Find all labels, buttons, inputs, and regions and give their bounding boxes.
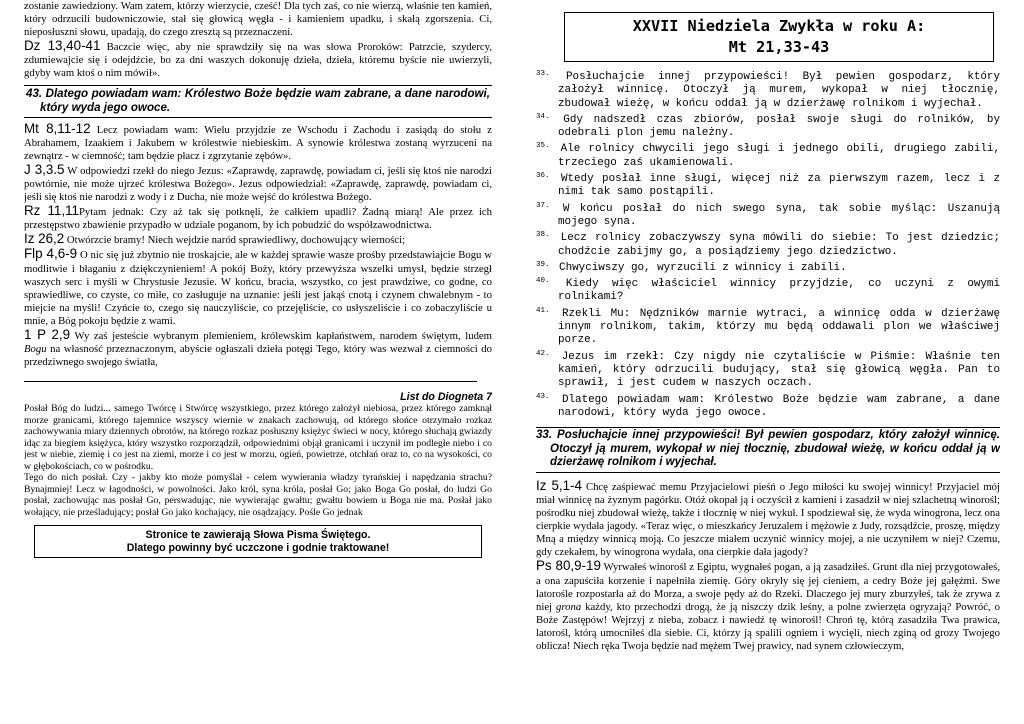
ps-text-a: Wyrwałeś winorośl z Egiptu, wygnałeś pogan, a ją zasadziłeś. Grunt dla niej przygotowałeś, a ona zapuściła korzenie i napełniła ziemię. Góry okryły się jej cieniem, a cedry Boże jej gałęźmi. Swe latorośle rozpostarła aż do Morza, a swoje pędy aż do Rzeki. Dlaczego jej mury zburzyłeś, tak że zrywa z niej <box>536 561 1000 613</box>
gospel-verse <box>536 391 1000 421</box>
list-title: List do Diogneta 7 <box>400 391 492 404</box>
list-text-2: Tego do nich posłał. Czy - jakby kto może pomyślał - celem wywierania władzy tyrańskiej i napędzania strachu? Bynajmniej! Lecz w łagodności, w powolności. Jako król, syna króla, posłał Go; jako Boga Go posłał, do ludzi Go posłał, zachowując nas posłał Go, perswadując, nie wywierając gwałtu; gwałtu bowiem u Boga nie ma. Posłał jako wołający, nie prześladujący; posłał Go jako kochający, nie osądzający. Pośle Go jednak <box>24 472 492 518</box>
verse-number: 36. <box>536 172 550 181</box>
highlight-verse-number: 43. <box>26 86 43 100</box>
j-text: W odpowiedzi rzekł do niego Jezus: «Zaprawdę, zaprawdę, powiadam ci, jeśli się ktoś nie narodzi powtórnie, nie może ujrzeć królestwa Bożego». Jezus odpowiedział: «Zaprawdę, zaprawdę, powiadam ci, jeśli się ktoś nie narodzi z wody i z Ducha, nie może wejść do królestwa Bożego. <box>24 164 492 204</box>
notice-line-2: Dlatego powinny być uczczone i godnie traktowane! <box>126 542 390 555</box>
verse-number: 40. <box>536 277 550 286</box>
ps-passage <box>536 559 1000 653</box>
p-text-italic: Bogu <box>24 343 47 356</box>
iz-text: Chcę zaśpiewać memu Przyjacielowi pieśń o Jego miłości ku swojej winnicy! Przyjaciel mój miał winnicę na żyznym pagórku. Otóż okopał ją i oczyścił z kamieni i zasadził w niej szlachetną winorośl; pośrodku niej zbudował wieżę, także i tłocznię w niej wykuł. I spodziewał się, że wyda winogrona, lecz ona cierpkie wydała jagody. «Teraz więc, o mieszkańcy Jeruzalem i mężowie z Judy, rozsądźcie, proszę, między Mną a między winnicą moją. Co jeszcze miałem uczynić winnicy mojej, a nie uczyniłem w niej? Czemu, gdy czekałem, by winogrona wydała, ona cierpkie dała jagody? <box>536 480 1000 559</box>
dz-reference: Dz 13,40-41 <box>24 38 101 54</box>
highlight-verse-text: Dlatego powiadam wam: Królestwo Boże będzie wam zabrane, a dane narodowi, który wyda jego owoce. <box>40 86 490 114</box>
gospel-verse <box>536 170 1000 200</box>
verse-text: Ale rolnicy chwycili jego sługi i jednego obili, drugiego zabili, trzeciego zaś ukamienowali. <box>552 143 1000 169</box>
verse-text: Dlatego powiadam wam: Królestwo Boże będzie wam zabrane, a dane narodowi, który wyda jego owoce. <box>552 393 1000 419</box>
ps-text-b: każdy, kto przechodzi drogą, że ją niszczy dzik leśny, a polne zwierzęta ogryzają? Powróć, o Boże Zastępów! Wejrzyj z nieba, zobacz i nawiedź tę winorośl! Chroń tę, którą zasadziła Twa prawica, latorośl, którą umocniłeś dla siebie. Ci, którzy ją spalili ogniem i wycięli, niech zginą od grozy Twojego oblicza! Niech ręka Twoja będzie nad mężem Twej prawicy, nad synem człowieczym, <box>536 600 1000 653</box>
verse-text: Jezus im rzekł: Czy nigdy nie czytaliście w Piśmie: Właśnie ten kamień, który odrzucili budujący, stał się głowicą węgła. Pan to sprawił, i jest cudem w naszych oczach. <box>552 350 1000 390</box>
verse-number: 42. <box>536 349 550 358</box>
highlight-verse-43 <box>24 85 492 118</box>
ps-reference: Ps 80,9-19 <box>536 558 601 574</box>
verse-number: 43. <box>536 392 550 401</box>
section-divider <box>24 381 477 382</box>
gospel-verse <box>536 305 1000 348</box>
rz-passage <box>24 204 492 232</box>
mt-text: Lecz powiadam wam: Wielu przyjdzie ze Wschodu i Zachodu i zasiądą do stołu z Abrahamem, Izaakiem i Jakubem w królestwie niebieskim. A synowie królestwa zostaną wyrzuceni na zewnątrz - w ciemność; tam będzie płacz i zgrzytanie zębów». <box>24 123 492 162</box>
verse-number: 35. <box>536 142 550 151</box>
flp-text: O nic się już zbytnio nie troskajcie, ale w każdej sprawie wasze prośby przedstawiajcie Bogu w modlitwie i błaganiu z dziękczynieniem! A pokój Boży, który przewyższa wszelki umysł, będzie strzegł waszych serc i myśli w Chrystusie Jezusie. W końcu, bracia, wszystko, co jest prawdziwe, co godne, co sprawiedliwe, co czyste, co miłe, co zasługuje na uznanie: jeśli jest jakąś cnotą i czynem chwalebnym - to miejcie na myśli! Czyńcie to, czego się nauczyliście, co przejęliście, co usłyszeliście i co zobaczyliście u mnie, a Bóg pokoju będzie z wami. <box>24 249 492 327</box>
iz-passage <box>24 232 492 247</box>
verse-text: Chwyciwszy go, wyrzucili z winnicy i zabili. <box>552 261 847 274</box>
title-box <box>564 12 994 62</box>
title-line-1: XXVII Niedziela Zwykła w roku A: <box>632 17 926 35</box>
gospel-verse <box>536 229 1000 259</box>
iz-text: Otwórzcie bramy! Niech wejdzie naród sprawiedliwy, dochowujący wierności; <box>64 234 406 247</box>
flp-passage <box>24 247 492 328</box>
verse-text: Posłuchajcie innej przypowieści! Był pewien gospodarz, który założył winnicę. Otoczył ją murem, wykopał w niej tłocznię, zbudował wieżę, w końcu oddał ją w dzierżawę rolnikom i wyjechał. <box>552 71 1000 110</box>
highlight-verse-text: Posłuchajcie innej przypowieści! Był pewien gospodarz, który założył winnicę. Otoczył ją murem, wykopał w niej tłocznię, zbudował wieżę, w końcu oddał ją w dzierżawę rolnikom i wyjechał. <box>550 429 1000 469</box>
rz-reference: Rz 11,11 <box>24 203 79 219</box>
gospel-verse <box>536 111 1000 141</box>
j-reference: J 3,3.5 <box>24 161 65 177</box>
verse-text: Wtedy posłał inne sługi, więcej niż za pierwszym razem, lecz i z nimi tak samo postąpili. <box>552 173 1000 199</box>
iz-reference: Iz 5,1-4 <box>536 477 582 493</box>
verse-number: 33. <box>536 70 550 78</box>
notice-line-1: Stronice te zawierają Słowa Pisma Świętego. <box>145 529 371 542</box>
verse-text: Lecz rolnicy zobaczywszy syna mówili do siebie: To jest dziedzic; chodźcie zabijmy go, a posiądziemy jego dziedzictwo. <box>552 232 1000 258</box>
left-page <box>24 0 492 558</box>
highlight-verse-33 <box>536 427 1000 473</box>
highlight-verse-number: 33. <box>536 429 552 442</box>
gospel-verse <box>536 200 1000 230</box>
gospel-verse <box>536 348 1000 391</box>
dz-passage <box>24 39 492 80</box>
verse-text: Gdy nadszedł czas zbiorów, posłał swoje sługi do rolników, by odebrali plon jemu należny. <box>552 113 1000 140</box>
scripture-notice <box>34 525 482 558</box>
p-text-b: na własność przeznaczonym, abyście ogłaszali dzieła potęgi Tego, który was wezwał z ciemności do przedziwnego swojego światła, <box>24 343 492 369</box>
intro-paragraph <box>24 0 492 39</box>
verse-text: Rzekli Mu: Nędzników marnie wytraci, a winnicę odda w dzierżawę innym rolnikom, takim, którzy mu będą oddawali plon we właściwej porze. <box>552 307 1000 347</box>
verse-text: Kiedy więc właściciel winnicy przyjdzie, co uczyni z owymi rolnikami? <box>552 278 1000 304</box>
flp-reference: Flp 4,6-9 <box>24 246 78 262</box>
verse-number: 41. <box>536 306 550 315</box>
mt-passage <box>24 122 492 163</box>
j-passage <box>24 163 492 204</box>
gospel-verse <box>536 68 1000 111</box>
gospel-verse <box>536 275 1000 305</box>
iz-reference: Iz 26,2 <box>24 231 65 247</box>
list-text-1: Posłał Bóg do ludzi... samego Twórcę i Stwórcę wszystkiego, przez którego założył niebiosa, przez którego zamknął morze granicami, którego tajemnice wszyscy wiernie w znakach zachowują, od którego słońce otrzymało rozkaz zachowywania miary dziennych obrotów, na którego rozkaz posłuszny księżyc świeci w nocy, którego słuchają gwiazdy idąc za biegiem księżyca, który wszystko rozporządził, odpowiednimi objął granicami i uczynił im podległe niebo i co jest w niebie, ziemię i co jest na ziemi, morze i co jest w morzu, ogień, powietrze, otchłań oraz to, co na wysokości, co w głębokościach, co w pośrodku. <box>24 403 492 472</box>
p-passage <box>24 328 492 369</box>
verse-number: 39. <box>536 260 550 269</box>
verse-number: 34. <box>536 112 550 121</box>
list-paragraph-2 <box>24 472 492 518</box>
p-text-a: Wy zaś jesteście wybranym plemieniem, królewskim kapłaństwem, narodem świętym, ludem <box>70 329 492 342</box>
list-paragraph-1 <box>24 403 492 472</box>
verse-number: 38. <box>536 231 550 240</box>
gospel-verses <box>536 68 1000 420</box>
intro-text: zostanie zawiedziony. Wam zatem, którzy wierzycie, cześć! Dla tych zaś, co nie wierzą, właśnie ten kamień, który odrzucili budowniczowie, stał się głowicą węgła - i kamieniem upadku, i skałą zgorszenia. Ci, nieposłuszni słowu, upadają, do czego zresztą są przeznaczeni. <box>24 0 492 39</box>
right-page <box>536 0 1000 653</box>
ps-text-italic: grona <box>556 600 582 613</box>
gospel-verse <box>536 140 1000 170</box>
rz-text: Pytam jednak: Czy aż tak się potknęli, że całkiem upadli? Żadną miarą! Ale przez ich przestępstwo zbawienie przypadło w udziale poganom, by ich pobudzić do współzawodnictwa. <box>24 206 492 232</box>
dz-text: Baczcie więc, aby nie sprawdziły się na was słowa Proroków: Patrzcie, szydercy, zdumiewajcie się i odejdźcie, bo za dni waszych dokonuję dzieła, dzieła, któremu byście nie uwierzyli, gdyby wam ktoś o nim mówił». <box>24 41 492 80</box>
verse-number: 37. <box>536 201 550 210</box>
gospel-verse <box>536 259 1000 275</box>
iz-passage <box>536 479 1000 560</box>
p-reference: 1 P 2,9 <box>24 326 71 342</box>
verse-text: W końcu posłał do nich swego syna, tak sobie myśląc: Uszanują mojego syna. <box>552 202 1000 228</box>
mt-reference: Mt 8,11-12 <box>24 120 91 136</box>
title-line-2: Mt 21,33-43 <box>728 38 830 56</box>
